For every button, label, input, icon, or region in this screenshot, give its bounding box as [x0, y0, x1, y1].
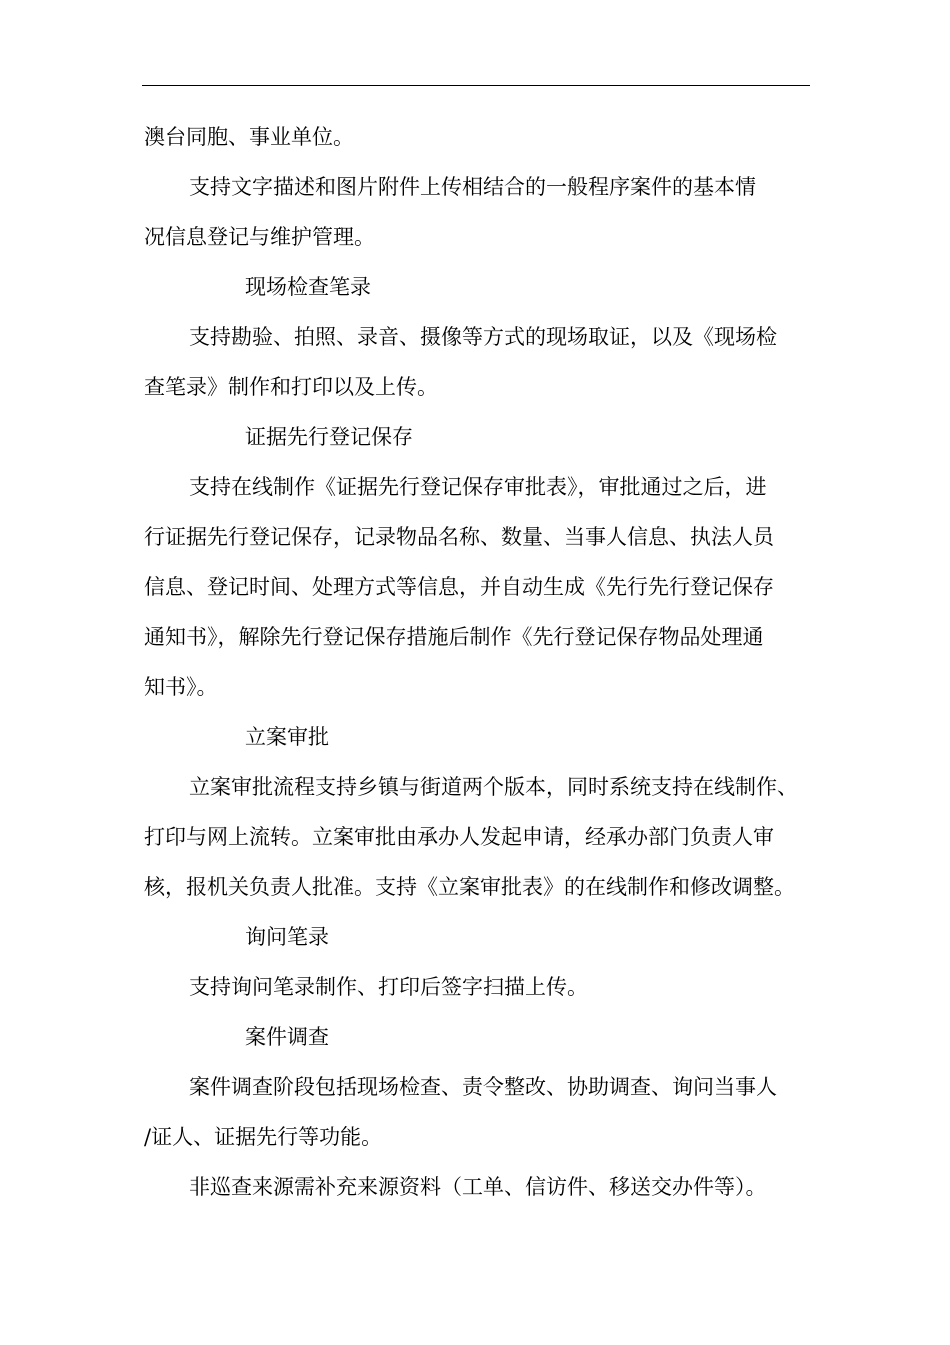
- text-line: 行证据先行登记保存，记录物品名称、数量、当事人信息、执法人员: [144, 525, 774, 549]
- text-line: 信息、登记时间、处理方式等信息，并自动生成《先行先行登记保存: [144, 575, 774, 599]
- text-line: 通知书》，解除先行登记保存措施后制作《先行登记保存物品处理通: [144, 625, 764, 649]
- text-line: 澳台同胞、事业单位。: [144, 125, 354, 149]
- text-line: 核，报机关负责人批准。支持《立案审批表》的在线制作和修改调整。: [144, 875, 795, 899]
- section-heading: 立案审批: [245, 725, 329, 749]
- text-line: 支持询问笔录制作、打印后签字扫描上传。: [189, 975, 588, 999]
- text-line: 支持文字描述和图片附件上传相结合的一般程序案件的基本情: [189, 175, 756, 199]
- document-body: [144, 112, 812, 1212]
- text-line: 查笔录》制作和打印以及上传。: [144, 375, 438, 399]
- text-line: 况信息登记与维护管理。: [144, 225, 375, 249]
- text-line: /证人、证据先行等功能。: [144, 1125, 383, 1149]
- section-heading: 现场检查笔录: [245, 275, 371, 299]
- section-heading: 询问笔录: [245, 925, 329, 949]
- text-line: 案件调查阶段包括现场检查、责令整改、协助调查、询问当事人: [189, 1075, 777, 1099]
- section-heading: 证据先行登记保存: [245, 425, 413, 449]
- text-line: 非巡查来源需补充来源资料（工单、信访件、移送交办件等）。: [189, 1175, 767, 1199]
- text-line: 打印与网上流转。立案审批由承办人发起申请，经承办部门负责人审: [144, 825, 774, 849]
- text-line: 立案审批流程支持乡镇与街道两个版本，同时系统支持在线制作、: [189, 775, 798, 799]
- header-rule: [142, 85, 810, 86]
- text-line: 知书》。: [144, 675, 218, 699]
- section-heading: 案件调查: [245, 1025, 329, 1049]
- text-line: 支持在线制作《证据先行登记保存审批表》，审批通过之后，进: [189, 475, 767, 499]
- text-line: 支持勘验、拍照、录音、摄像等方式的现场取证，以及《现场检: [189, 325, 777, 349]
